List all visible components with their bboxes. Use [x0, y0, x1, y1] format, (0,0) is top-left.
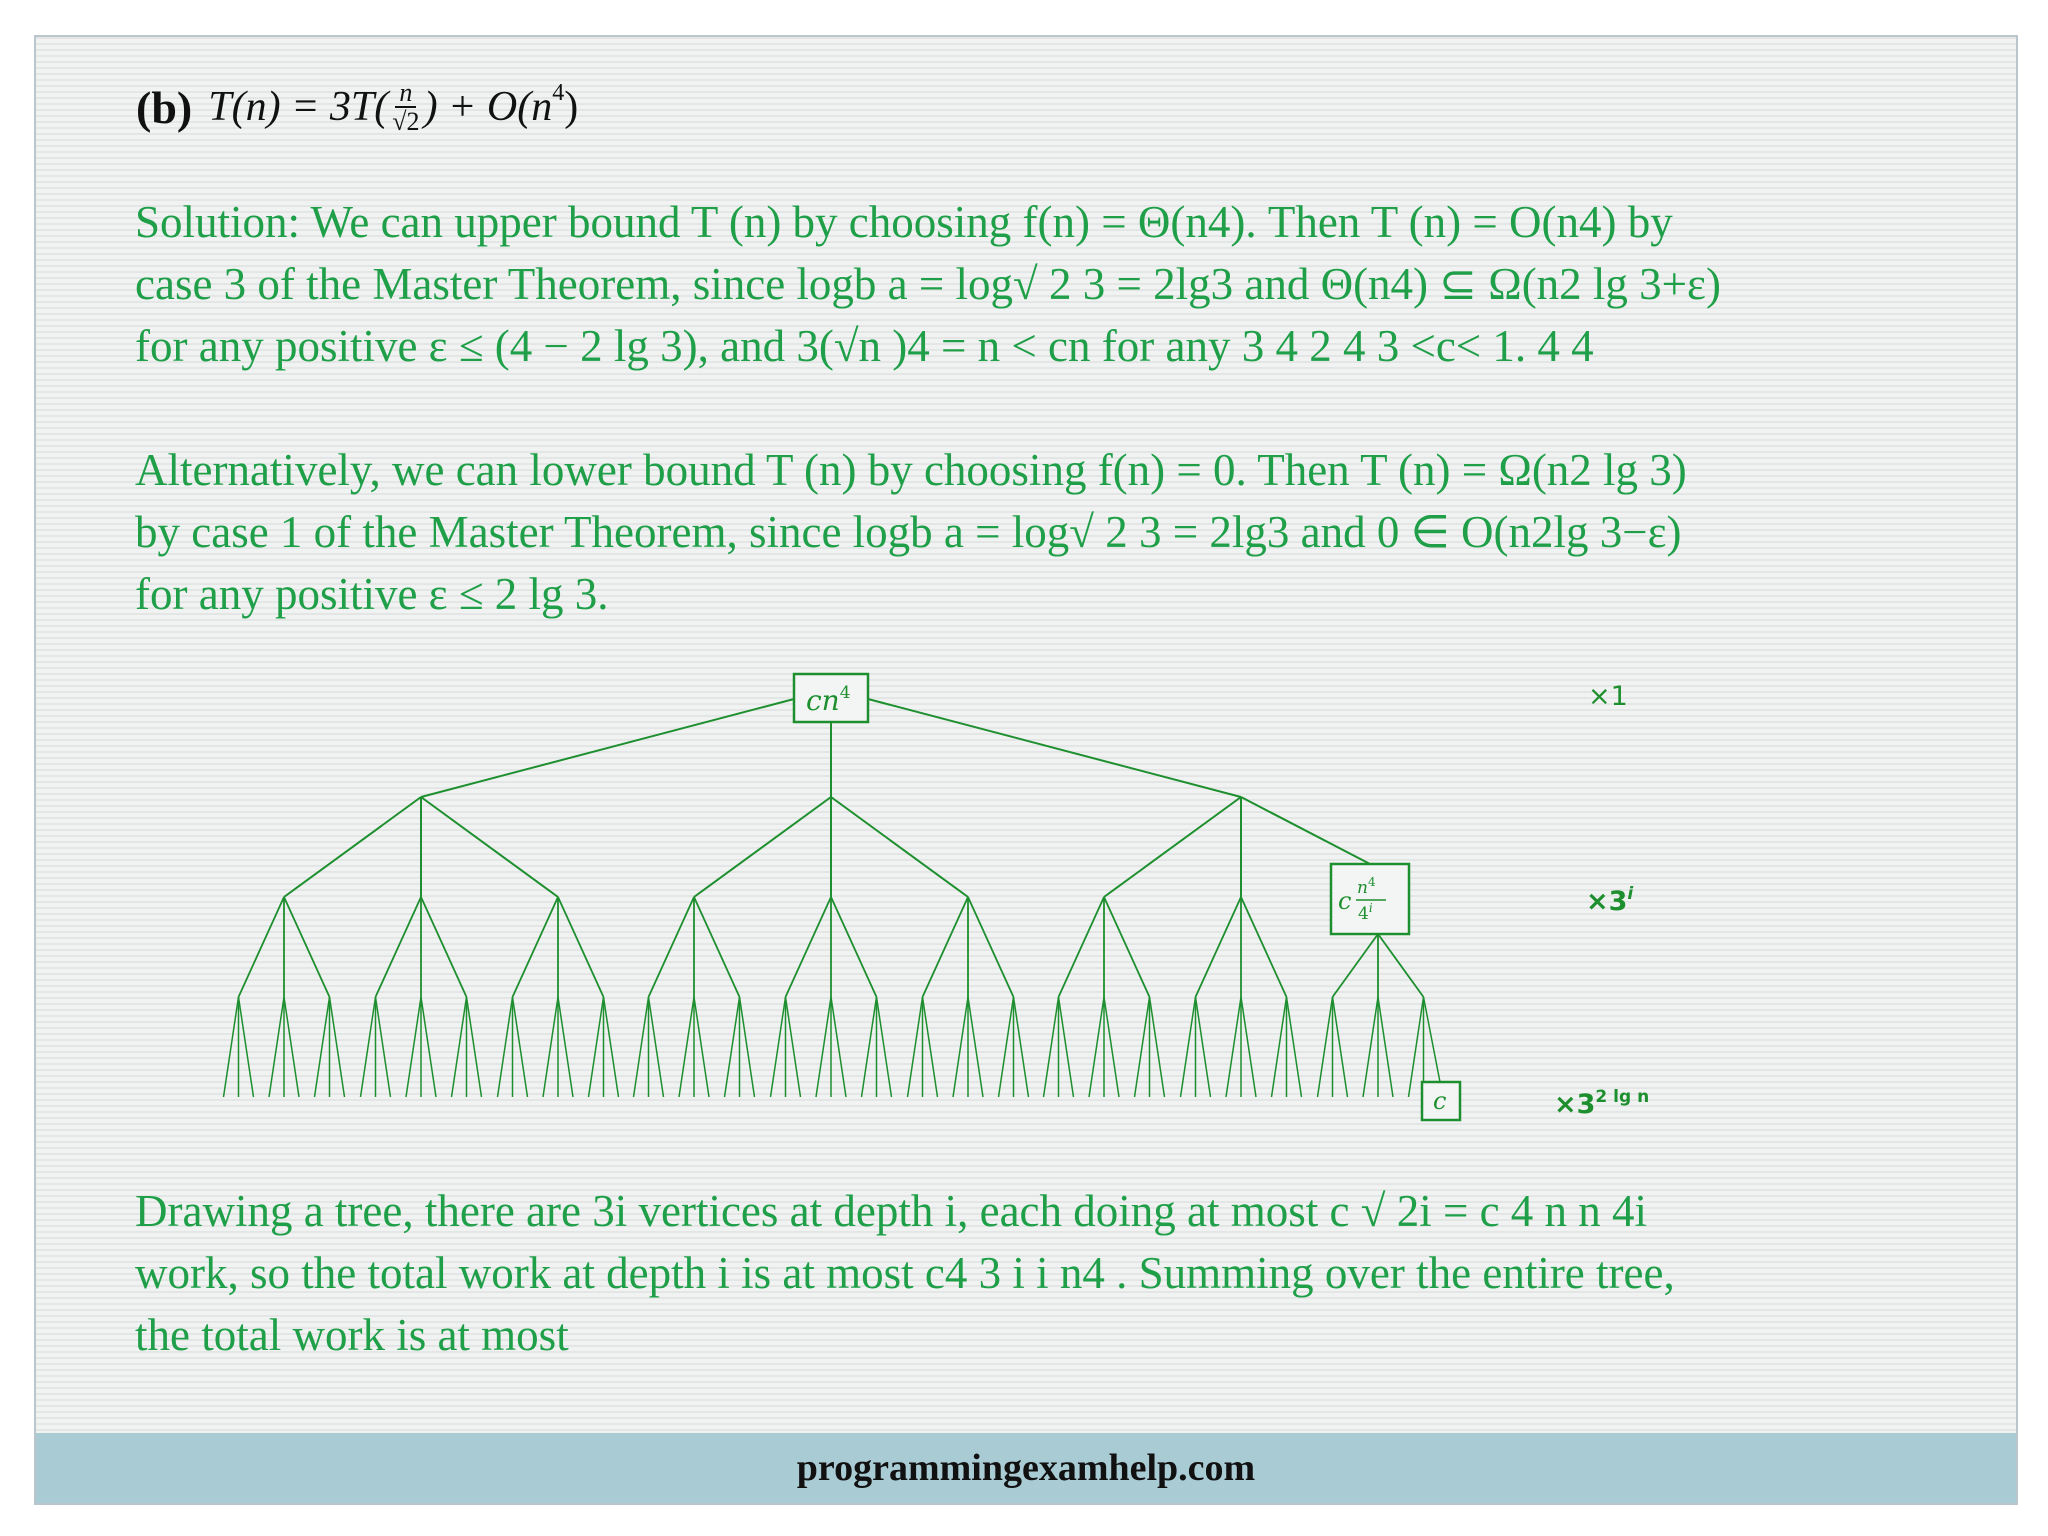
tree-edge [543, 997, 558, 1097]
tree-edge [1226, 997, 1241, 1097]
tree-edge [923, 997, 938, 1097]
formula-t-open: T( [350, 84, 389, 131]
formula-exponent: 4 [552, 79, 565, 106]
tree-edge [740, 997, 755, 1097]
tree-edge [1333, 997, 1348, 1097]
tree-edge [1241, 797, 1370, 864]
tree-edge [1287, 997, 1302, 1097]
tree-edge [452, 997, 467, 1097]
tree-edge [1424, 997, 1441, 1082]
text-line: Solution: We can upper bound T (n) by choosing f(n) = Θ(n4). Then T (n) = O(n4) by [135, 197, 1673, 247]
tree-edge [1241, 897, 1287, 997]
tree-edge [953, 997, 968, 1097]
tree-edge [908, 997, 923, 1097]
tree-edge [1104, 997, 1119, 1097]
problem-label: (b) [136, 81, 193, 133]
tree-edge [558, 997, 573, 1097]
text-line: Drawing a tree, there are 3i vertices at depth i, each doing at most c √ 2i = c 4 n n 4i [135, 1186, 1648, 1236]
tree-edge [868, 699, 1241, 797]
tree-edge [421, 897, 467, 997]
tree-edge [558, 897, 604, 997]
tree-edge [239, 897, 285, 997]
text-line: work, so the total work at depth i is at most c4 3 i i n4 . Summing over the entire tree, [135, 1248, 1675, 1298]
tree-edge [467, 997, 482, 1097]
tree-edge [694, 797, 831, 897]
tree-edge [1196, 897, 1242, 997]
tree-edge [862, 997, 877, 1097]
tree-edge [315, 997, 330, 1097]
tree-edge [694, 997, 709, 1097]
footer-site-name: programmingexamhelp.com [796, 1447, 1256, 1489]
tree-edge [1333, 934, 1379, 997]
tree-edge [694, 897, 740, 997]
tree-edge [771, 997, 786, 1097]
tree-edge [284, 797, 421, 897]
footer-bar [36, 1433, 2016, 1503]
tree-edge [513, 997, 528, 1097]
tree-edge [923, 897, 969, 997]
tree-edge [1378, 934, 1424, 997]
tree-edge [224, 997, 239, 1097]
tree-edge [1059, 997, 1074, 1097]
level-multiplier-mid: $\times 3^i$ [1586, 884, 1634, 917]
text-line: for any positive ε ≤ (4 − 2 lg 3), and 3(√n )4 = n < cn for any 3 4 2 4 3 <c< 1. 4 4 [135, 321, 1594, 371]
tree-edge [786, 897, 832, 997]
tree-edge [376, 897, 422, 997]
depth-i-node-c: c [1338, 887, 1352, 915]
tree-edge [1272, 997, 1287, 1097]
tree-edge [725, 997, 740, 1097]
tree-edge [634, 997, 649, 1097]
text-line: by case 1 of the Master Theorem, since logb a = log√ 2 3 = 2lg3 and 0 ∈ O(n2lg 3−ε) [135, 507, 1682, 557]
tree-edge [1363, 997, 1378, 1097]
tree-edge [679, 997, 694, 1097]
tree-edge [1014, 997, 1029, 1097]
tree-edge [1196, 997, 1211, 1097]
tree-edge [284, 997, 299, 1097]
tree-edge [284, 897, 330, 997]
tree-edge [968, 897, 1014, 997]
tree-edge [1318, 997, 1333, 1097]
text-line: the total work is at most [135, 1310, 569, 1360]
tree-edge [1135, 997, 1150, 1097]
tree-edge [1378, 997, 1393, 1097]
tree-edge [1104, 797, 1241, 897]
tree-edge [498, 997, 513, 1097]
formula-lhs: T(n) = 3 [208, 84, 351, 131]
tree-edges [224, 699, 1441, 1097]
tree-explanation-paragraph [135, 1180, 1975, 1366]
slide [34, 35, 2018, 1505]
tree-edge [376, 997, 391, 1097]
level-multiplier-top: ×1 [1588, 681, 1628, 712]
root-node-label: $cn^4$ [806, 683, 851, 717]
leaf-node-label: c [1433, 1087, 1447, 1115]
fraction-denominator: √2 [392, 107, 420, 137]
tree-edge [361, 997, 376, 1097]
tree-edge [831, 797, 968, 897]
tree-edge [421, 997, 436, 1097]
tree-edge [604, 997, 619, 1097]
formula-t-close: ) + O(n [423, 84, 553, 131]
tree-edge [513, 897, 559, 997]
tree-edge [816, 997, 831, 1097]
tree-edge [999, 997, 1014, 1097]
tree-edge [269, 997, 284, 1097]
tree-edge [1241, 997, 1256, 1097]
tree-edge [421, 797, 558, 897]
tree-edge [589, 997, 604, 1097]
depth-i-node-denominator: 4$^i$ [1358, 901, 1373, 924]
text-line: for any positive ε ≤ 2 lg 3. [135, 569, 609, 619]
formula-end: ) [564, 84, 579, 131]
tree-edge [649, 997, 664, 1097]
text-line: case 3 of the Master Theorem, since logb a = log√ 2 3 = 2lg3 and Θ(n4) ⊆ Ω(n2 lg 3+ε) [135, 259, 1721, 309]
tree-edge [1059, 897, 1105, 997]
tree-edge [831, 997, 846, 1097]
tree-edge [421, 699, 794, 797]
text-line: Alternatively, we can lower bound T (n) by choosing f(n) = 0. Then T (n) = Ω(n2 lg 3) [135, 445, 1687, 495]
tree-edge [330, 997, 345, 1097]
tree-edge [877, 997, 892, 1097]
tree-edge [968, 997, 983, 1097]
tree-edge [239, 997, 254, 1097]
level-multiplier-bottom: $\times 3^{2 lg n}$ [1554, 1087, 1650, 1120]
tree-edge [649, 897, 695, 997]
tree-edge [1089, 997, 1104, 1097]
tree-edge [831, 897, 877, 997]
tree-edge [1044, 997, 1059, 1097]
fraction-numerator: n [395, 79, 416, 108]
depth-i-node-numerator: $n^4$ [1357, 875, 1376, 898]
tree-edge [1150, 997, 1165, 1097]
tree-edge [786, 997, 801, 1097]
tree-edge [1104, 897, 1150, 997]
tree-edge [1181, 997, 1196, 1097]
tree-edge [406, 997, 421, 1097]
